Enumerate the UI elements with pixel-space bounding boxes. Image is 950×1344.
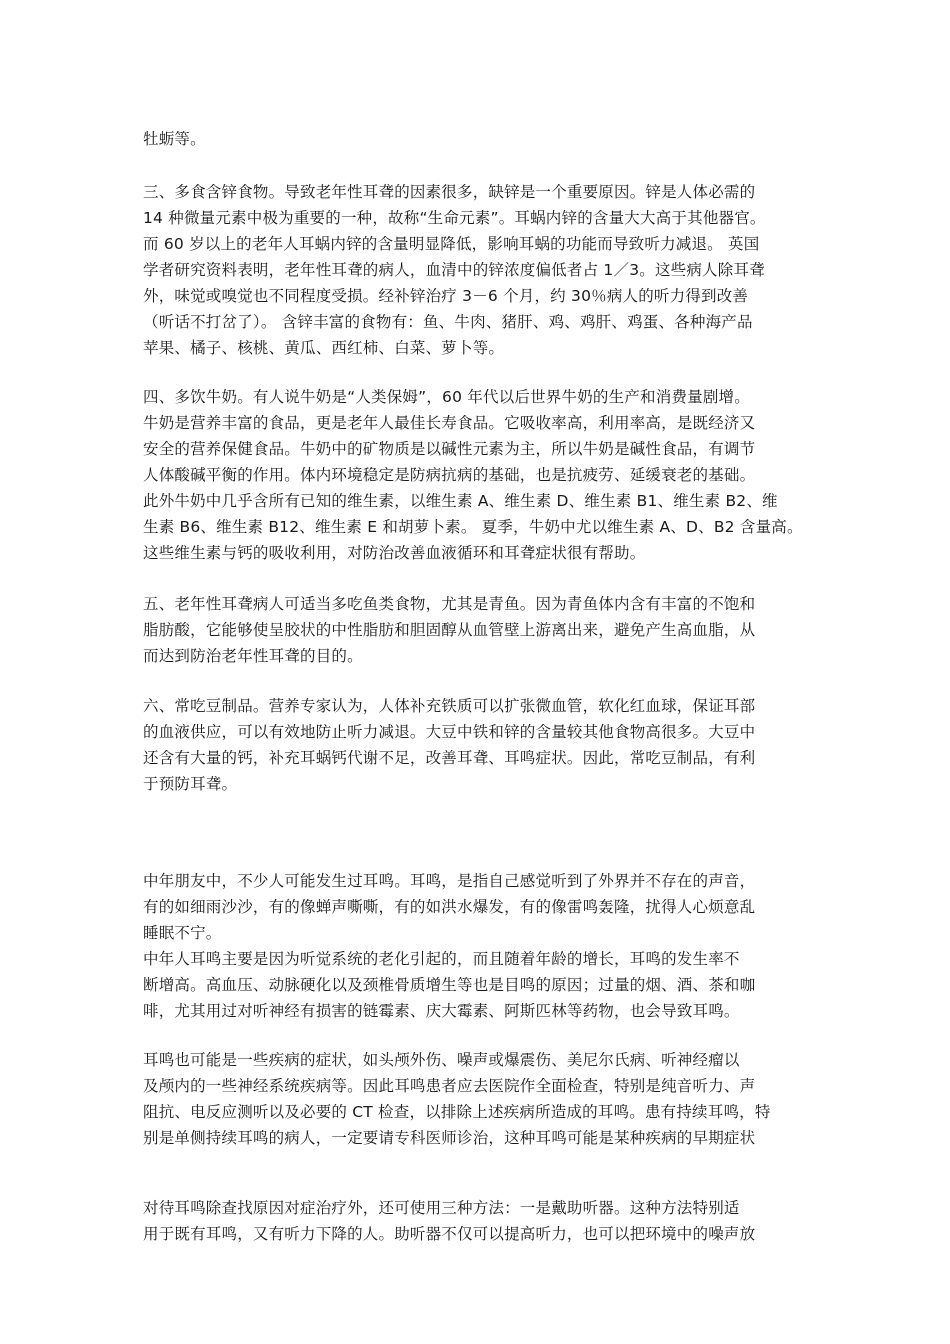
paragraph-line: 五、老年性耳聋病人可适当多吃鱼类食物，尤其是青鱼。因为青鱼体内含有丰富的不饱和 <box>143 595 756 613</box>
paragraph-line: 中年人耳鸣主要是因为听觉系统的老化引起的，而且随着年龄的增长，耳鸣的发生率不 <box>143 950 740 968</box>
paragraph-line: 六、常吃豆制品。营养专家认为，人体补充铁质可以扩张微血管，软化红血球，保证耳部 <box>143 697 756 715</box>
paragraph-line: 对待耳鸣除查找原因对症治疗外，还可使用三种方法：一是戴助听器。这种方法特别适 <box>143 1199 740 1217</box>
paragraph-line: 脂肪酸，它能够使呈胶状的中性脂肪和胆固醇从血管壁上游离出来，避免产生高血脂，从 <box>143 621 756 639</box>
paragraph-line: 耳鸣也可能是一些疾病的症状，如头颅外伤、噪声或爆震伤、美尼尔氏病、听神经瘤以 <box>143 1051 740 1069</box>
paragraph-line: 苹果、橘子、核桃、黄瓜、西红柿、白菜、萝卜等。 <box>143 339 505 357</box>
paragraph-line: 及颅内的一些神经系统疾病等。因此耳鸣患者应去医院作全面检查，特别是纯音听力、声 <box>143 1077 756 1095</box>
paragraph-line: （听话不打岔了）。 含锌丰富的食物有：鱼、牛肉、猪肝、鸡、鸡肝、鸡蛋、各种海产品 <box>143 313 753 331</box>
paragraph-line: 安全的营养保健食品。牛奶中的矿物质是以碱性元素为主，所以牛奶是碱性食品，有调节 <box>143 440 756 458</box>
paragraph-line: 牡蛎等。 <box>143 130 206 148</box>
paragraph-line: 有的如细雨沙沙，有的像蝉声嘶嘶，有的如洪水爆发，有的像雷鸣轰隆，扰得人心烦意乱 <box>143 898 756 916</box>
paragraph-line: 阻抗、电反应测听以及必要的 CT 检查，以排除上述疾病所造成的耳鸣。患有持续耳鸣，特 <box>143 1103 771 1121</box>
paragraph-line: 生素 B6、维生素 B12、维生素 E 和胡萝卜素。 夏季，牛奶中尤以维生素 A、D、B2 含量高。 <box>143 518 803 536</box>
paragraph-line: 学者研究资料表明，老年性耳聋的病人，血清中的锌浓度偏低者占 1／3。这些病人除耳聋 <box>143 261 765 279</box>
paragraph-line: 的血液供应，可以有效地防止听力减退。大豆中铁和锌的含量较其他食物高很多。大豆中 <box>143 723 756 741</box>
paragraph-line: 中年朋友中，不少人可能发生过耳鸣。耳鸣，是指自己感觉听到了外界并不存在的声音， <box>143 872 756 890</box>
paragraph-line: 啡，尤其用过对听神经有损害的链霉素、庆大霉素、阿斯匹林等药物，也会导致耳鸣。 <box>143 1002 740 1020</box>
paragraph-line: 别是单侧持续耳鸣的病人，一定要请专科医师诊治，这种耳鸣可能是某种疾病的早期症状 <box>143 1129 756 1147</box>
paragraph-line: 用于既有耳鸣，又有听力下降的人。助听器不仅可以提高听力，也可以把环境中的噪声放 <box>143 1225 756 1243</box>
paragraph-line: 还含有大量的钙，补充耳蜗钙代谢不足，改善耳聋、耳鸣症状。因此，常吃豆制品，有利 <box>143 749 756 767</box>
paragraph-line: 这些维生素与钙的吸收利用，对防治改善血液循环和耳聋症状很有帮助。 <box>143 544 646 562</box>
paragraph-line: 断增高。高血压、动脉硬化以及颈椎骨质增生等也是目鸣的原因；过量的烟、酒、茶和咖 <box>143 976 756 994</box>
paragraph-line: 人体酸碱平衡的作用。体内环境稳定是防病抗病的基础，也是抗疲劳、延缓衰老的基础。 <box>143 466 756 484</box>
paragraph-line: 牛奶是营养丰富的食品，更是老年人最佳长寿食品。它吸收率高，利用率高，是既经济又 <box>143 414 756 432</box>
paragraph-line: 睡眠不宁。 <box>143 924 222 942</box>
paragraph-line: 三、多食含锌食物。导致老年性耳聋的因素很多，缺锌是一个重要原因。锌是人体必需的 <box>143 183 756 201</box>
paragraph-line: 此外牛奶中几乎含所有已知的维生素，以维生素 A、维生素 D、维生素 B1、维生素 B2、维 <box>143 492 778 510</box>
paragraph-line: 外，味觉或嗅觉也不同程度受损。经补锌治疗 3－6 个月，约 30％病人的听力得到改善 <box>143 287 749 305</box>
paragraph-line: 于预防耳聋。 <box>143 775 238 793</box>
paragraph-line: 而 60 岁以上的老年人耳蜗内锌的含量明显降低，影响耳蜗的功能而导致听力减退。 英国 <box>143 235 760 253</box>
paragraph-line: 而达到防治老年性耳聋的目的。 <box>143 647 363 665</box>
paragraph-line: 14 种微量元素中极为重要的一种，故称“生命元素”。耳蜗内锌的含量大大高于其他器官。 <box>143 209 766 227</box>
paragraph-line: 四、多饮牛奶。有人说牛奶是“人类保姆”，60 年代以后世界牛奶的生产和消费量剧增。 <box>143 388 750 406</box>
